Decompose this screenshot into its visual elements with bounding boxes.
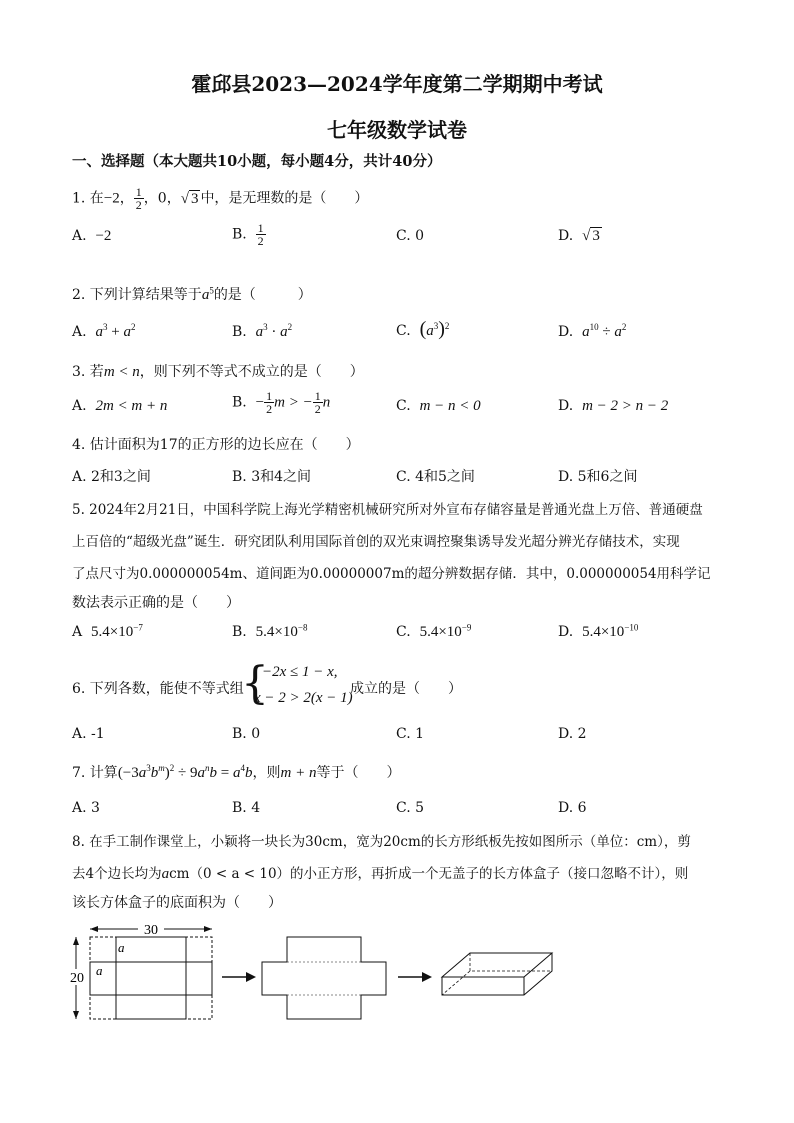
section-heading: 一、选择题（本大题共10小题，每小题4分，共计40分） <box>72 153 442 170</box>
q3-option-b: B. − $\frac{1}{2}$ m > − $\frac{1}{2}$ n <box>232 389 331 416</box>
q2-option-d: D. $a^{10} \div a^2$ <box>558 322 627 340</box>
arrow-down-icon <box>73 1011 79 1019</box>
q5-option-d: D. $5.4\times 10^{-10}$ <box>558 622 639 640</box>
exam-subtitle: 七年级数学试卷 <box>327 118 467 142</box>
question-5-line-1: 5. 2024年2月21日，中国科学院上海光学精密机械研究所对外宣布存储容量是普通光盘上万倍、普通硬盘 <box>72 502 703 518</box>
q3-option-c: C. m − n < 0 <box>396 398 481 414</box>
q3-option-d: D. m − 2 > n − 2 <box>558 398 669 414</box>
q5-option-b: B. $5.4\times 10^{-8}$ <box>232 622 308 640</box>
arrow-up-icon <box>73 937 79 945</box>
width-label: 20 <box>70 971 84 986</box>
net-horizontal-band <box>90 962 212 995</box>
system-brace: { <box>241 658 269 709</box>
box-net-figure <box>60 915 580 1030</box>
question-2: 2. 下列计算结果等于$a^5$的是（ ） <box>72 285 312 303</box>
question-5-line-2: 上百倍的“超级光盘”诞生．研究团队利用国际首创的双光束调控聚集诱导发光超分辨光存储技术，实现 <box>72 534 680 550</box>
q1-fraction: $\frac{1}{2}$ <box>135 185 142 212</box>
a-label-top: a <box>118 940 125 955</box>
q6-option-a: A. -1 <box>72 726 105 742</box>
question-6-prefix: 6. 下列各数，能使不等式组 <box>72 681 244 697</box>
length-label: 30 <box>144 923 158 938</box>
arrow-right-icon <box>246 972 256 982</box>
question-8-line-2: 去4个边长均为acm（0 < a < 10）的小正方形，再折成一个无盖子的长方体盒子（接口忽略不计），则 <box>72 866 689 882</box>
q3-option-a: A. 2m < m + n <box>72 398 168 414</box>
question-8-line-3: 该长方体盒子的底面积为（ ） <box>72 895 282 911</box>
q1-sqrt: √ 3 <box>180 190 199 207</box>
q6-inequality-2: x − 2 > 2(x − 1) <box>254 690 353 706</box>
q7-option-a: A. 3 <box>72 800 100 816</box>
arrow-right-icon <box>422 972 432 982</box>
arrow-right-icon <box>204 926 212 932</box>
question-5-line-4: 数法表示正确的是（ ） <box>72 595 240 611</box>
question-1: 1. 在−2， $\frac{1}{2}$ ，0，√ 3 中，是无理数的是（ ） <box>72 185 369 212</box>
q7-option-c: C. 5 <box>396 800 425 816</box>
question-6-tail: 成立的是（ ） <box>350 681 462 697</box>
arrow-left-icon <box>90 926 98 932</box>
net-vertical-band <box>116 937 186 1019</box>
q1-mid: ，0， <box>143 190 181 207</box>
question-8-line-1: 8. 在手工制作课堂上，小颖将一块长为30cm，宽为20cm的长方形纸板先按如图所示（单位：cm），剪 <box>72 834 691 850</box>
cardboard-outline <box>90 937 212 1019</box>
q1-option-d: D. √ 3 <box>558 228 600 244</box>
question-7: 7. 计算$(-3a^3b^m)^2 \div 9a^nb = a^4b$，则m + n等于（ ） <box>72 763 401 781</box>
q5-option-a: A $5.4\times 10^{-7}$ <box>72 622 143 640</box>
q5-option-c: C. $5.4\times 10^{-9}$ <box>396 622 472 640</box>
question-4: 4. 估计面积为17的正方形的边长应在（ ） <box>72 437 360 453</box>
box-hidden-edges <box>470 953 552 971</box>
box-top-rim <box>442 953 552 977</box>
q4-option-c: C. 4和5之间 <box>396 469 475 485</box>
exam-title: 霍邱县2023—2024学年度第二学期期中考试 <box>191 72 603 96</box>
unfolded-net <box>262 937 386 1019</box>
q1-option-c: C. 0 <box>396 228 425 244</box>
q7-option-b: B. 4 <box>232 800 261 816</box>
q6-option-d: D. 2 <box>558 726 587 742</box>
q7-option-d: D. 6 <box>558 800 587 816</box>
q2-option-a: A. $a^3 + a^2$ <box>72 322 136 340</box>
q1-prefix: 1. 在 <box>72 190 104 207</box>
q1-option-a: A. −2 <box>72 228 112 244</box>
q6-inequality-1: −2x ≤ 1 − x, <box>262 664 338 680</box>
q2-option-b: B. $a^3 \cdot a^2$ <box>232 322 293 340</box>
question-3: 3. 若m < n，则下列不等式不成立的是（ ） <box>72 364 364 380</box>
q4-option-d: D. 5和6之间 <box>558 469 638 485</box>
a-label-side: a <box>96 963 103 978</box>
q6-option-b: B. 0 <box>232 726 261 742</box>
q1-option-b: B. $\frac{1}{2}$ <box>232 221 264 248</box>
q4-option-a: A. 2和3之间 <box>72 469 151 485</box>
q1-neg-two: −2 <box>103 190 120 207</box>
q2-option-c: C. $(a^3)^2$ <box>396 318 450 340</box>
q1-tail: 中，是无理数的是（ ） <box>200 190 369 207</box>
q6-option-c: C. 1 <box>396 726 425 742</box>
box-outer-edges <box>442 953 552 995</box>
question-5-line-3: 了点尺寸为0.000000054m、道间距为0.00000007m的超分辨数据存储．其中，0.000000054用科学记 <box>72 566 711 582</box>
q4-option-b: B. 3和4之间 <box>232 469 312 485</box>
